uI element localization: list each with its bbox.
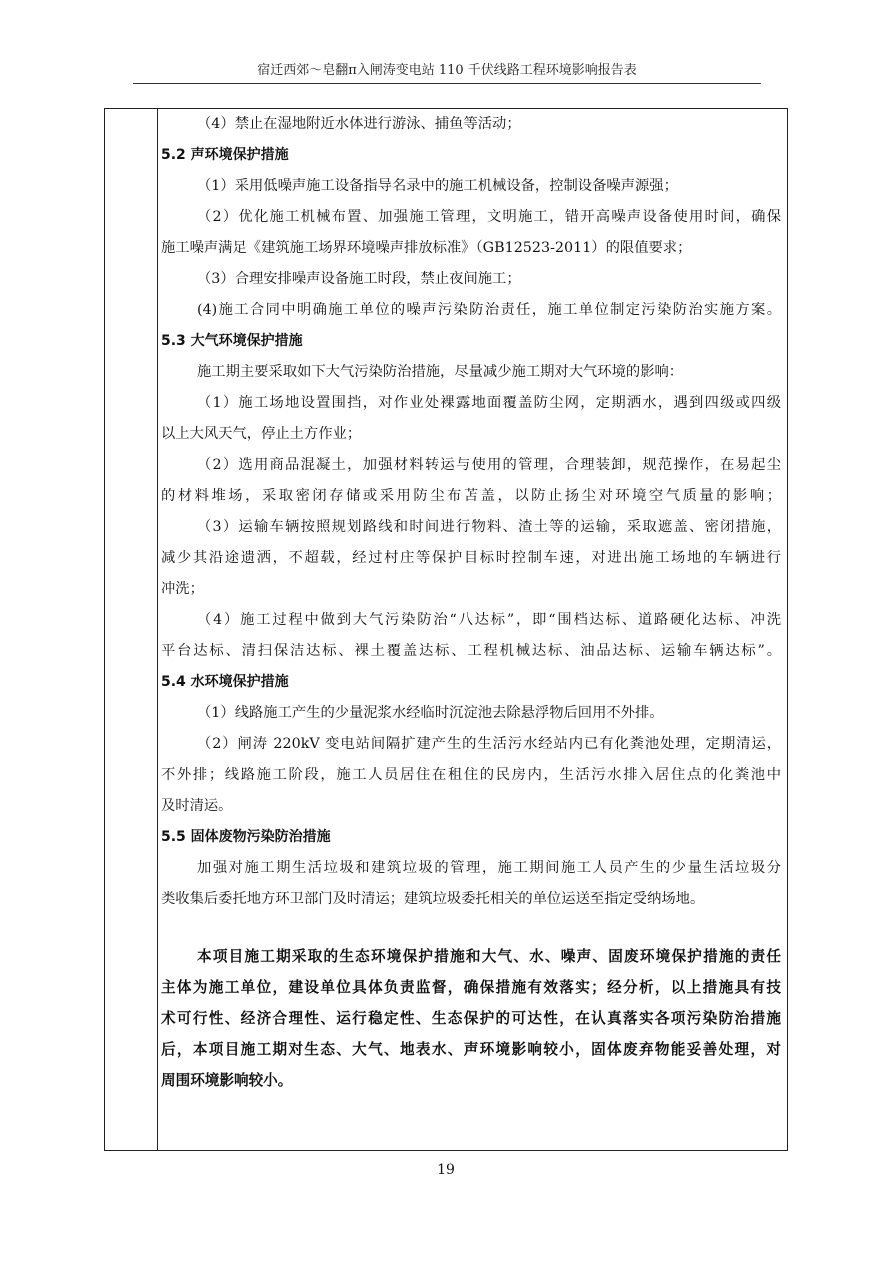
paragraph-spacer [161, 915, 781, 941]
solid-waste-section-heading: 5.5 固体废物污染防治措施 [161, 829, 331, 845]
noise-section-heading: 5.2 声环境保护措施 [161, 147, 289, 163]
summary-line-2: 主体为施工单位，建设单位具体负责监督，确保措施有效落实；经分析，以上措施具有技 [161, 979, 781, 996]
air-item-1-line-1: （1）施工场地设置围挡，对作业处裸露地面覆盖防尘网，定期洒水，遇到四级或四级 [197, 395, 781, 411]
air-item-2-line-1: （2）选用商品混凝土，加强材料转运与使用的管理，合理装卸，规范操作，在易起尘 [197, 457, 781, 473]
solid-waste-line-2: 类收集后委托地方环卫部门及时清运；建筑垃圾委托相关的单位运送至指定受纳场地。 [161, 891, 705, 907]
air-item-3-line-2: 减少其沿途遗洒，不超载，经过村庄等保护目标时控制车速，对进出施工场地的车辆进行 [161, 550, 781, 566]
noise-item-3: （3）合理安排噪声设备施工时段，禁止夜间施工； [197, 271, 521, 287]
summary-line-1: 本项目施工期采取的生态环境保护措施和大气、水、噪声、固废环境保护措施的责任 [197, 948, 781, 965]
air-intro: 施工期主要采取如下大气污染防治措施，尽量减少施工期对大气环境的影响： [197, 364, 684, 380]
header-rule [133, 83, 761, 84]
air-item-3-line-3: 冲洗； [161, 581, 204, 597]
summary-line-4: 后，本项目施工期对生态、大气、地表水、声环境影响较小，固体废弃物能妥善处理，对 [161, 1041, 781, 1058]
table-column-divider [157, 109, 158, 1150]
noise-item-2-line-1: （2）优化施工机械布置、加强施工管理，文明施工，错开高噪声设备使用时间，确保 [197, 209, 781, 225]
air-item-4-line-2: 平台达标、清扫保洁达标、裸土覆盖达标、工程机械达标、油品达标、运输车辆达标”。 [161, 643, 781, 659]
air-item-2-line-2: 的材料堆场，采取密闭存储或采用防尘布苫盖，以防止扬尘对环境空气质量的影响； [161, 488, 781, 504]
air-item-1-line-2: 以上大风天气，停止土方作业； [161, 426, 362, 442]
water-item-1: （1）线路施工产生的少量泥浆水经临时沉淀池去除悬浮物后回用不外排。 [197, 705, 664, 721]
water-section-heading: 5.4 水环境保护措施 [161, 674, 289, 690]
water-item-2-line-3: 及时清运。 [161, 798, 233, 814]
water-item-2-line-2: 不外排；线路施工阶段，施工人员居住在租住的民房内，生活污水排入居住点的化粪池中 [161, 767, 781, 783]
water-item-2-line-1: （2）闸涛 220kV 变电站间隔扩建产生的生活污水经站内已有化粪池处理，定期清运， [197, 736, 781, 752]
noise-item-4: (4)施工合同中明确施工单位的噪声污染防治责任，施工单位制定污染防治实施方案。 [197, 302, 781, 318]
solid-waste-line-1: 加强对施工期生活垃圾和建筑垃圾的管理，施工期间施工人员产生的少量生活垃圾分 [197, 860, 781, 876]
ecology-item-4: （4）禁止在湿地附近水体进行游泳、捕鱼等活动； [197, 116, 521, 132]
air-section-heading: 5.3 大气环境保护措施 [161, 333, 303, 349]
air-item-4-line-1: （4）施工过程中做到大气污染防治“八达标”，即“围档达标、道路硬化达标、冲洗 [197, 612, 781, 628]
air-item-3-line-1: （3）运输车辆按照规划路线和时间进行物料、渣土等的运输，采取遮盖、密闭措施， [197, 519, 781, 535]
content-table [104, 108, 788, 1151]
summary-line-5: 周围环境影响较小。 [161, 1072, 293, 1089]
noise-item-1: （1）采用低噪声施工设备指导名录中的施工机械设备，控制设备噪声源强； [197, 178, 678, 194]
noise-item-2-line-2: 施工噪声满足《建筑施工场界环境噪声排放标准》（GB12523-2011）的限值要求； [161, 240, 692, 256]
document-header: 宿迁西郊～皂翻π入闸涛变电站 110 千伏线路工程环境影响报告表 [257, 63, 637, 78]
table-content-cell [161, 109, 781, 1096]
page-number: 19 [437, 1162, 455, 1178]
summary-line-3: 术可行性、经济合理性、运行稳定性、生态保护的可达性，在认真落实各项污染防治措施 [161, 1010, 781, 1027]
